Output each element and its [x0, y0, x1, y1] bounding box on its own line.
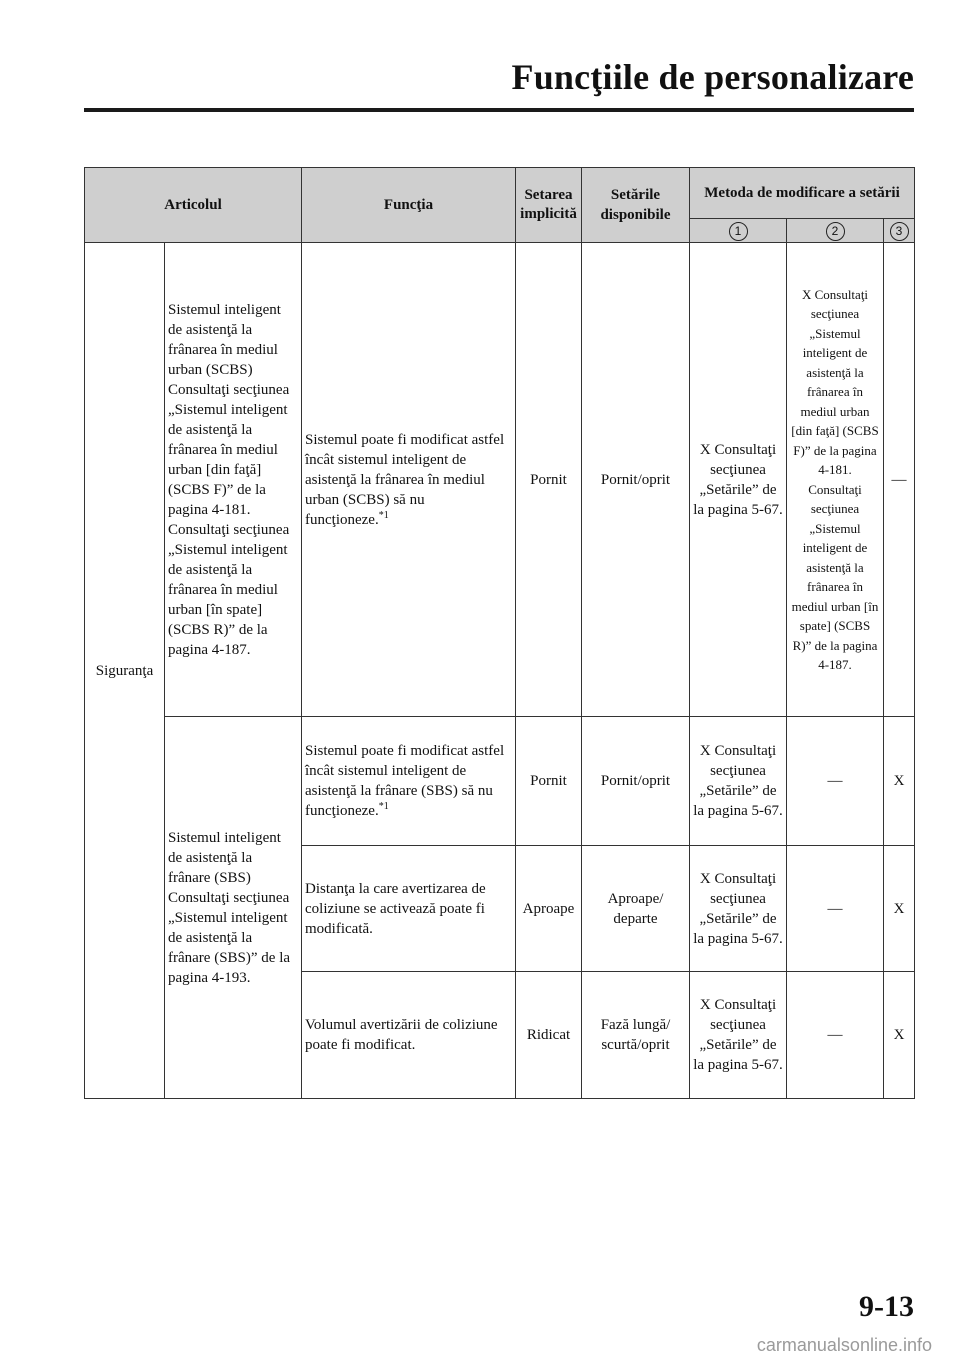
- function-cell: Sistemul poate fi modificat astfel încât sistemul inteligent de asistenţă la frânarea în mediul urban (SCBS) să nu funcţioneze.$^{*1}$: [302, 243, 516, 717]
- header-setarea: Setarea implicită: [516, 168, 582, 243]
- header-method-1: [690, 219, 787, 243]
- default-cell: Ridicat: [516, 972, 582, 1099]
- available-cell: Aproape/ departe: [582, 846, 690, 972]
- group-cell: Siguranţa: [85, 243, 165, 1099]
- circled-number-1: 1: [729, 222, 748, 241]
- settings-table: [84, 167, 915, 1099]
- footnote-marker: *1: [378, 509, 389, 521]
- header-method-3: [884, 219, 915, 243]
- header-articol: Articolul: [85, 168, 302, 243]
- method-3-cell: X: [884, 972, 915, 1099]
- function-cell: Distanţa la care avertizarea de coliziune se activează poate fi modificată.: [302, 846, 516, 972]
- table-row: [85, 717, 915, 846]
- header-functia: Funcţia: [302, 168, 516, 243]
- table-row: [85, 243, 915, 717]
- method-2-cell: —: [787, 846, 884, 972]
- method-1-cell: X Consultaţi secţiunea „Setările” de la pagina 5-67.: [690, 846, 787, 972]
- method-1-cell: X Consultaţi secţiunea „Setările” de la pagina 5-67.: [690, 243, 787, 717]
- method-3-cell: X: [884, 846, 915, 972]
- item-cell: Sistemul inteligent de asistenţă la frânarea în mediul urban (SCBS) Consultaţi secţiunea „Sistemul inteligent de asistenţă la frânarea în mediul urban [din faţă] (SCBS F)” de la pagina 4-181. Consultaţi secţiunea „Sistemul inteligent de asistenţă la frânarea în mediul urban [în spate] (SCBS R)” de la pagina 4-187.: [165, 243, 302, 717]
- watermark-text[interactable]: carmanualsonline.info: [756, 1335, 932, 1355]
- page-number: 9-13: [859, 1290, 914, 1323]
- item-cell: Sistemul inteligent de asistenţă la frânare (SBS) Consultaţi secţiunea „Sistemul inteligent de asistenţă la frânare (SBS)” de la pagina 4-193.: [165, 717, 302, 1099]
- circled-number-2: 2: [826, 222, 845, 241]
- function-cell: Volumul avertizării de coliziune poate fi modificat.: [302, 972, 516, 1099]
- header-setarile: Setările disponibile: [582, 168, 690, 243]
- method-2-cell: —: [787, 972, 884, 1099]
- available-cell: Pornit/oprit: [582, 717, 690, 846]
- method-2-cell: —: [787, 717, 884, 846]
- available-cell: Fază lungă/ scurtă/oprit: [582, 972, 690, 1099]
- method-1-cell: X Consultaţi secţiunea „Setările” de la pagina 5-67.: [690, 972, 787, 1099]
- header-method-2: [787, 219, 884, 243]
- method-2-cell: X Consultaţi secţiunea „Sistemul inteligent de asistenţă la frânarea în mediul urban [din faţă] (SCBS F)” de la pagina 4-181. Consultaţi secţiunea „Sistemul inteligent de asistenţă la frânarea în mediul urban [în spate] (SCBS R)” de la pagina 4-187.: [787, 243, 884, 717]
- header-metoda: Metoda de modificare a setării: [690, 168, 915, 219]
- default-cell: Aproape: [516, 846, 582, 972]
- header-rule: [84, 108, 914, 112]
- available-cell: Pornit/oprit: [582, 243, 690, 717]
- method-3-cell: —: [884, 243, 915, 717]
- function-cell: Sistemul poate fi modificat astfel încât sistemul inteligent de asistenţă la frânare (SBS) să nu funcţioneze.$^{*1}$: [302, 717, 516, 846]
- default-cell: Pornit: [516, 243, 582, 717]
- default-cell: Pornit: [516, 717, 582, 846]
- page-title: Funcţiile de personalizare: [511, 57, 914, 97]
- method-3-cell: X: [884, 717, 915, 846]
- circled-number-3: 3: [890, 222, 909, 241]
- footnote-marker: *1: [378, 801, 389, 812]
- method-1-cell: X Consultaţi secţiunea „Setările” de la pagina 5-67.: [690, 717, 787, 846]
